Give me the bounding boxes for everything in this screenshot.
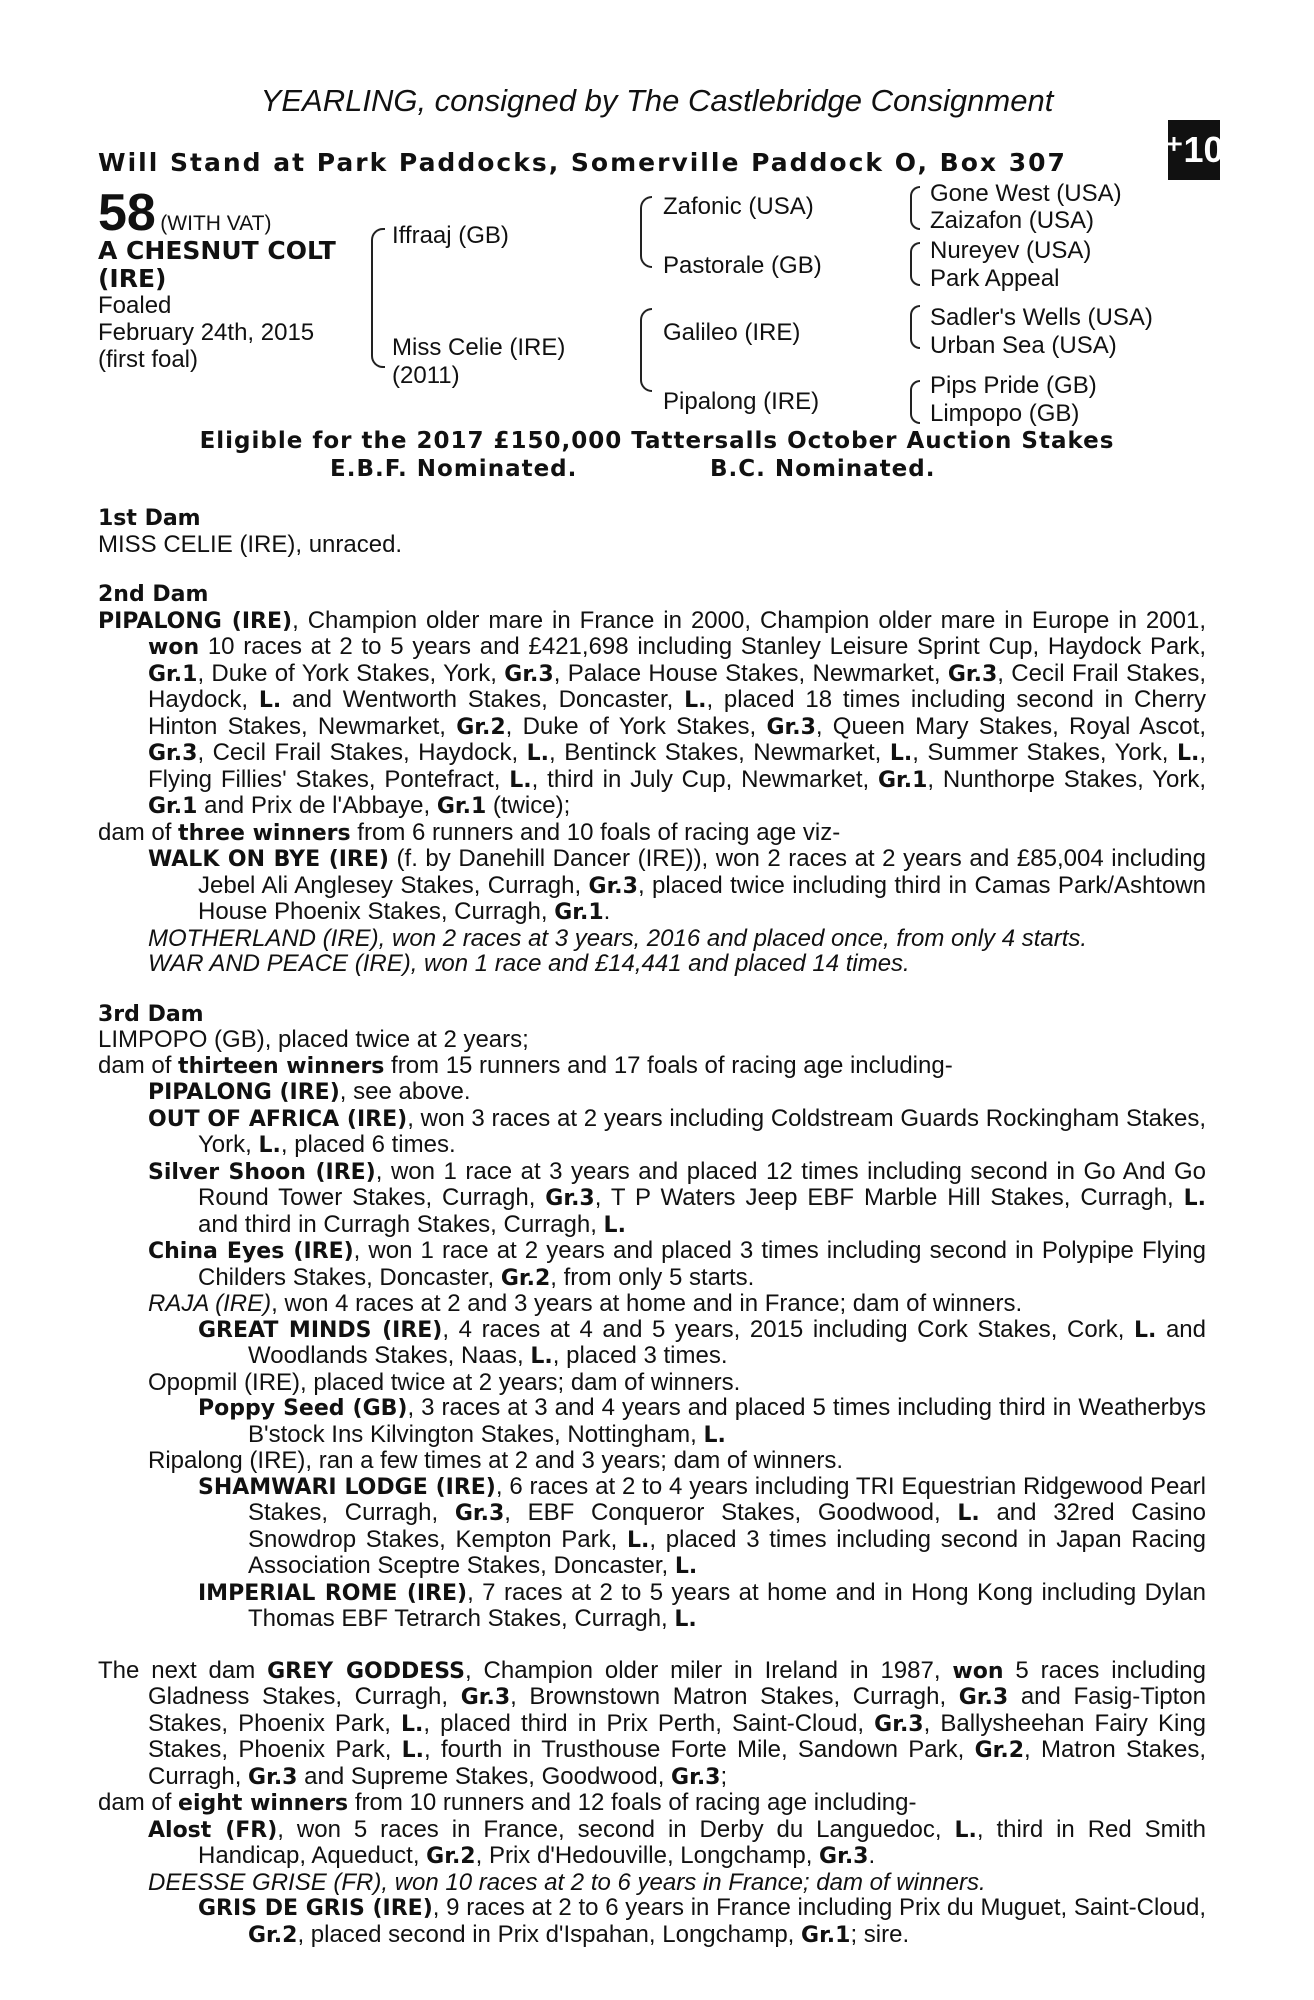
ancestor: Pips Pride (GB) — [930, 372, 1097, 399]
lot-number: 58 — [98, 184, 156, 242]
produce-entry: WALK ON BYE (IRE) (f. by Danehill Dancer (IRE)), won 2 races at 2 years and £85,004 including Jebel Ali Anglesey Stakes, Curragh, Gr.3, placed twice including third in Camas Park/Ashtown House Phoenix Stakes, Curragh, Gr.1. — [148, 845, 1206, 925]
ancestor: Park Appeal — [930, 265, 1060, 292]
ancestor: Urban Sea (USA) — [930, 332, 1117, 359]
pedigree-bracket — [640, 308, 652, 392]
produce-entry: GREAT MINDS (IRE), 4 races at 4 and 5 years, 2015 including Cork Stakes, Cork, L. and Woodlands Stakes, Naas, L., placed 3 times. — [198, 1315, 1207, 1369]
produce-entry: GRIS DE GRIS (IRE), 9 races at 2 to 6 years in France including Prix du Muguet, Saint-Cloud, Gr.2, placed second in Prix d'Ispahan, Longchamp, Gr.1; sire. — [198, 1894, 1206, 1948]
lot-badge: ⁺10 — [1168, 120, 1220, 180]
ancestor: Nureyev (USA) — [930, 237, 1092, 264]
ancestor: Zaizafon (USA) — [930, 207, 1095, 234]
produce-entry: DEESSE GRISE (FR), won 10 races at 2 to 6 years in France; dam of winners. — [148, 1868, 986, 1896]
foaled-date: February 24th, 2015 — [98, 319, 315, 346]
second-dam-record: PIPALONG (IRE), Champion older mare in France in 2000, Champion older mare in Europe in 2001, won 10 races at 2 to 5 years and £421,698 including Stanley Leisure Sprint Cup, Haydock Park, Gr.1, Duke of York Stakes, York, Gr.3, Palace House Stakes, Newmarket, Gr.3, Cecil Frail Stakes, Haydock, L. and Wentworth Stakes, Doncaster, L., placed 18 times including second in Cherry Hinton Stakes, Newmarket, Gr.2, Duke of York Stakes, Gr.3, Queen Mary Stakes, Royal Ascot, Gr.3, Cecil Frail Stakes, Haydock, L., Bentinck Stakes, Newmarket, L., Summer Stakes, York, L., Flying Fillies' Stakes, Pontefract, L., third in July Cup, Newmarket, Gr.1, Nunthorpe Stakes, York, Gr.1 and Prix de l'Abbaye, Gr.1 (twice); — [98, 606, 1207, 819]
produce-entry: RAJA (IRE), won 4 races at 2 and 3 years at home and in France; dam of winners. — [148, 1290, 1023, 1317]
ancestor: Sadler's Wells (USA) — [930, 304, 1153, 331]
sire: Iffraaj (GB) — [392, 222, 509, 249]
dam: Miss Celie (IRE) — [392, 334, 566, 361]
produce-entry: MOTHERLAND (IRE), won 2 races at 3 years, 2016 and placed once, from only 4 starts. — [148, 924, 1088, 952]
granddam-paternal: Pastorale (GB) — [663, 252, 822, 279]
ancestor: Gone West (USA) — [930, 180, 1122, 207]
third-dam-intro: LIMPOPO (GB), placed twice at 2 years; — [98, 1026, 529, 1053]
granddam-maternal: Pipalong (IRE) — [663, 388, 820, 415]
produce-entry: PIPALONG (IRE), see above. — [148, 1078, 471, 1105]
ebf-nominated: E.B.F. Nominated. — [330, 456, 578, 482]
produce-entry: Ripalong (IRE), ran a few times at 2 and 3 years; dam of winners. — [148, 1447, 843, 1474]
pedigree-bracket — [910, 186, 920, 230]
pedigree-bracket — [910, 242, 920, 286]
catalogue-body — [98, 506, 1206, 1948]
produce-entry: Silver Shoon (IRE), won 1 race at 3 years and placed 12 times including second in Go And Go Round Tower Stakes, Curragh, Gr.3, T P Waters Jeep EBF Marble Hill Stakes, Curragh, L. and third in Curragh Stakes, Curragh, L. — [148, 1157, 1206, 1238]
eligibility-line: Eligible for the 2017 £150,000 Tattersalls October Auction Stakes — [199, 428, 1115, 454]
produce-entry: Alost (FR), won 5 races in France, second in Derby du Languedoc, L., third in Red Smith Handicap, Aqueduct, Gr.2, Prix d'Hedouville, Longchamp, Gr.3. — [148, 1815, 1207, 1869]
lot-name-line2: (IRE) — [98, 264, 167, 293]
stand-location: Will Stand at Park Paddocks, Somerville Paddock O, Box 307 — [98, 148, 1067, 177]
third-dam-produce: dam of thirteen winners from 15 runners and 17 foals of racing age including- — [98, 1051, 953, 1079]
produce-entry: OUT OF AFRICA (IRE), won 3 races at 2 years including Coldstream Guards Rockingham Stakes, York, L., placed 6 times. — [148, 1104, 1206, 1158]
vat-note: (WITH VAT) — [160, 212, 272, 235]
next-dam-record: The next dam GREY GODDESS, Champion older miler in Ireland in 1987, won 5 races including Gladness Stakes, Curragh, Gr.3, Brownstown Matron Stakes, Curragh, Gr.3 and Fasig-Tipton Stakes, Phoenix Park, L., placed third in Prix Perth, Saint-Cloud, Gr.3, Ballysheehan Fairy King Stakes, Phoenix Park, L., fourth in Trusthouse Forte Mile, Sandown Park, Gr.2, Matron Stakes, Curragh, Gr.3 and Supreme Stakes, Goodwood, Gr.3; — [98, 1656, 1206, 1790]
lot-number-line — [98, 183, 272, 243]
grandsire-paternal: Zafonic (USA) — [663, 193, 814, 220]
pedigree-bracket — [640, 196, 652, 268]
page-heading: YEARLING, consigned by The Castlebridge Consignment — [260, 83, 1054, 118]
second-dam-produce: dam of three winners from 6 runners and 10 foals of racing age viz- — [98, 818, 841, 846]
produce-entry: WAR AND PEACE (IRE), won 1 race and £14,441 and placed 14 times. — [148, 950, 910, 977]
foaled-label: Foaled — [98, 292, 172, 319]
foaled-note: (first foal) — [98, 346, 199, 373]
produce-entry: China Eyes (IRE), won 1 race at 2 years and placed 3 times including second in Polypipe Flying Childers Stakes, Doncaster, Gr.2, from only 5 starts. — [148, 1237, 1207, 1291]
pedigree-bracket — [910, 380, 920, 424]
ancestor: Limpopo (GB) — [930, 400, 1080, 427]
produce-entry: Opopmil (IRE), placed twice at 2 years; dam of winners. — [148, 1368, 741, 1396]
grandsire-maternal: Galileo (IRE) — [663, 319, 801, 346]
third-dam-title: 3rd Dam — [98, 1001, 204, 1027]
next-dam-produce: dam of eight winners from 10 runners and 12 foals of racing age including- — [98, 1789, 917, 1816]
produce-entry: IMPERIAL ROME (IRE), 7 races at 2 to 5 years at home and in Hong Kong including Dylan Thomas EBF Tetrarch Stakes, Curragh, L. — [198, 1578, 1206, 1632]
first-dam-text: MISS CELIE (IRE), unraced. — [98, 530, 403, 558]
lot-name-line1: A CHESNUT COLT — [98, 236, 336, 265]
produce-entry: SHAMWARI LODGE (IRE), 6 races at 2 to 4 years including TRI Equestrian Ridgewood Pearl Stakes, Curragh, Gr.3, EBF Conqueror Stakes, Goodwood, L. and 32red Casino Snowdrop Stakes, Kempton Park, L., placed 3 times including second in Japan Racing Association Sceptre Stakes, Doncaster, L. — [198, 1472, 1206, 1579]
second-dam-title: 2nd Dam — [98, 582, 209, 607]
pedigree-bracket — [910, 305, 920, 349]
produce-entry: Poppy Seed (GB), 3 races at 3 and 4 years and placed 5 times including third in Weatherbys B'stock Ins Kilvington Stakes, Nottingham, L. — [198, 1394, 1207, 1448]
pedigree-bracket — [371, 228, 385, 368]
dam-year: (2011) — [392, 362, 460, 389]
bc-nominated: B.C. Nominated. — [710, 456, 936, 482]
first-dam-title: 1st Dam — [98, 506, 201, 531]
